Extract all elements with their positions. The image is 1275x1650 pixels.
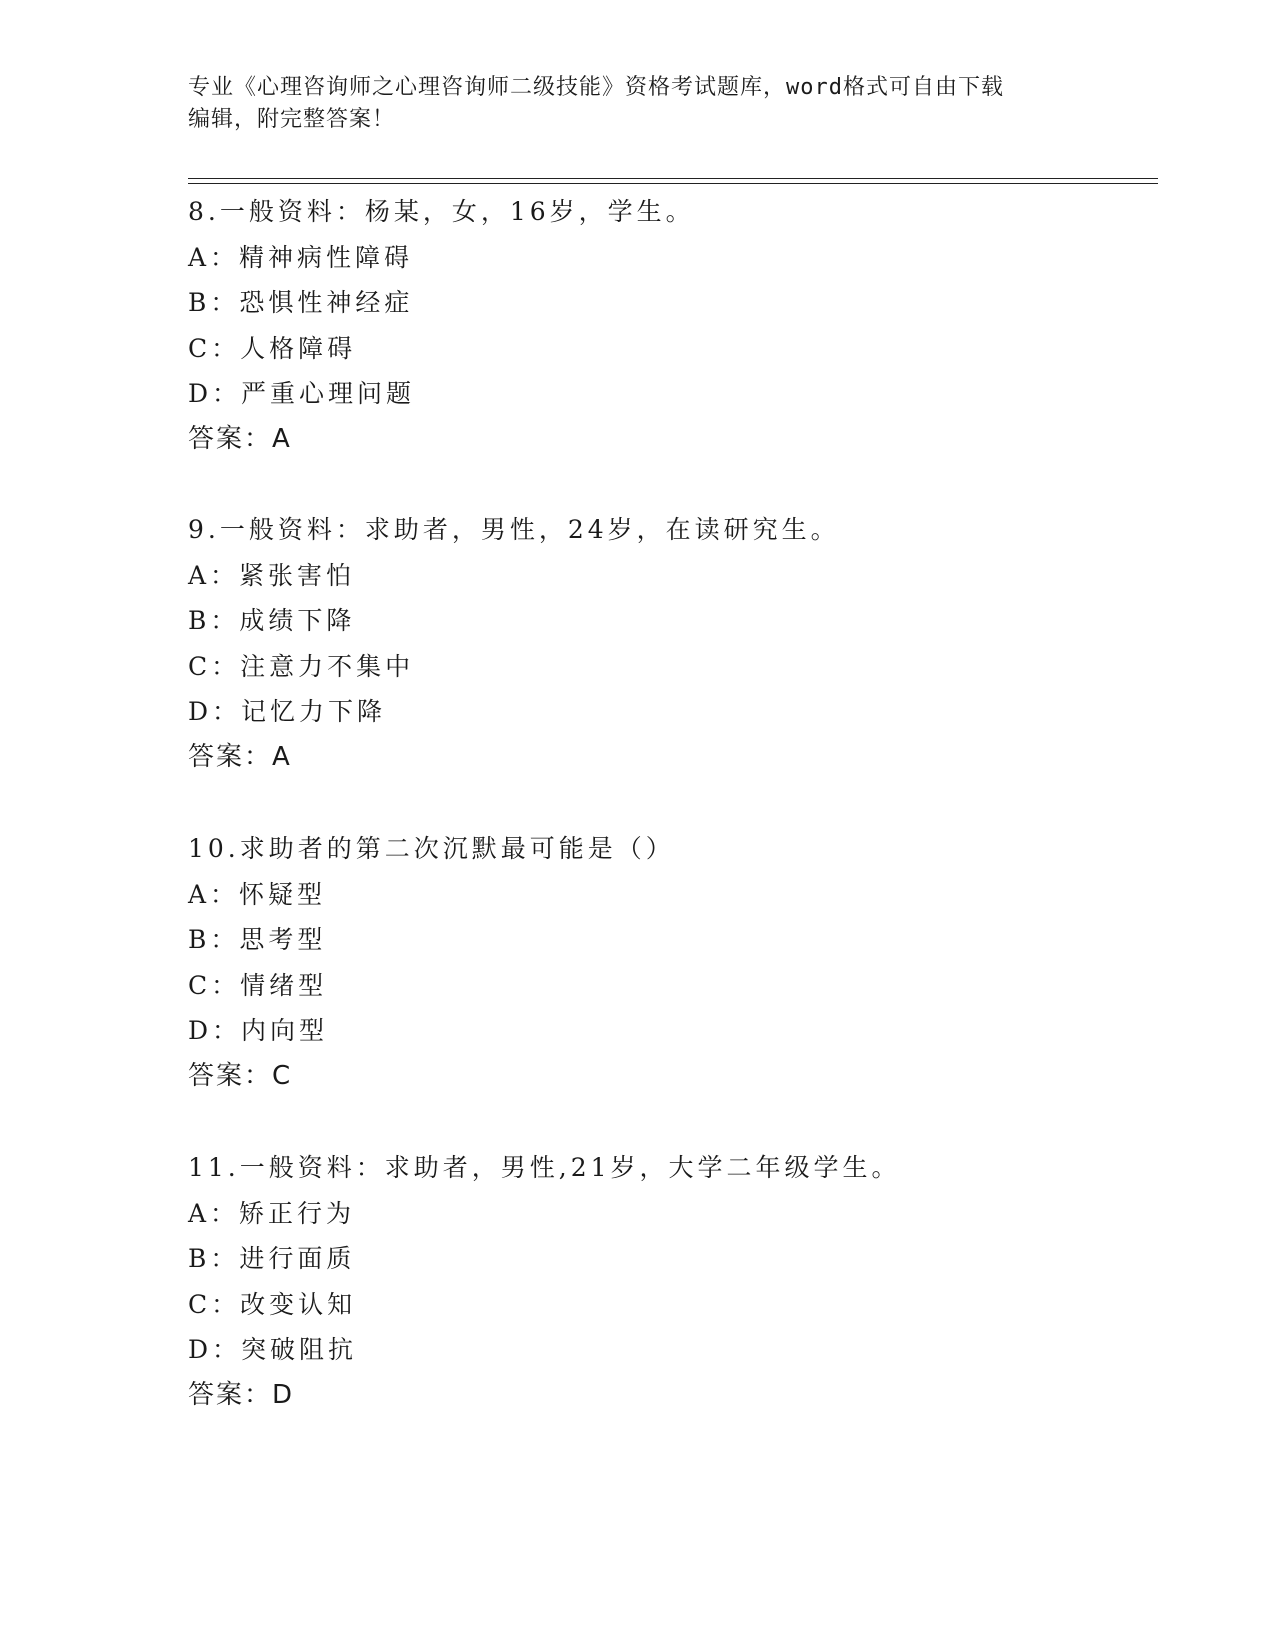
option-d: D：内向型 [188,1016,329,1046]
option-b: B：进行面质 [188,1244,356,1274]
answer: 答案：A [188,741,292,772]
question-stem: 10.求助者的第二次沉默最可能是（） [188,834,675,863]
option-d: D：突破阻抗 [188,1335,358,1365]
question-stem: 8.一般资料：杨某，女，16岁，学生。 [188,197,695,226]
question-11 [188,1145,1148,1419]
answer: 答案：A [188,423,292,454]
option-d: D：严重心理问题 [188,379,416,409]
question-10 [188,826,1148,1100]
option-b: B：恐惧性神经症 [188,288,414,318]
question-9 [188,507,1148,781]
header-line-1: 专业《心理咨询师之心理咨询师二级技能》资格考试题库，word格式可自由下载 [188,75,1004,100]
question-8 [188,189,1148,463]
option-a: A：怀疑型 [188,879,327,909]
option-b: B：成绩下降 [188,606,356,636]
option-c: C：注意力不集中 [188,651,415,681]
answer: 答案：C [188,1060,293,1091]
header-line-2: 编辑，附完整答案！ [188,107,396,132]
option-c: C：人格障碍 [188,333,357,363]
option-c: C：情绪型 [188,970,328,1000]
header-divider-top [188,178,1158,179]
header-divider-bottom [188,183,1158,184]
document-header [188,72,1088,136]
question-stem: 11.一般资料：求助者，男性,21岁，大学二年级学生。 [188,1153,901,1182]
option-a: A：紧张害怕 [188,560,356,590]
question-stem: 9.一般资料：求助者，男性，24岁，在读研究生。 [188,515,840,544]
option-a: A：精神病性障碍 [188,242,414,272]
option-d: D：记忆力下降 [188,697,387,727]
option-b: B：思考型 [188,925,327,955]
option-a: A：矫正行为 [188,1198,356,1228]
answer: 答案：D [188,1379,295,1410]
option-c: C：改变认知 [188,1289,357,1319]
